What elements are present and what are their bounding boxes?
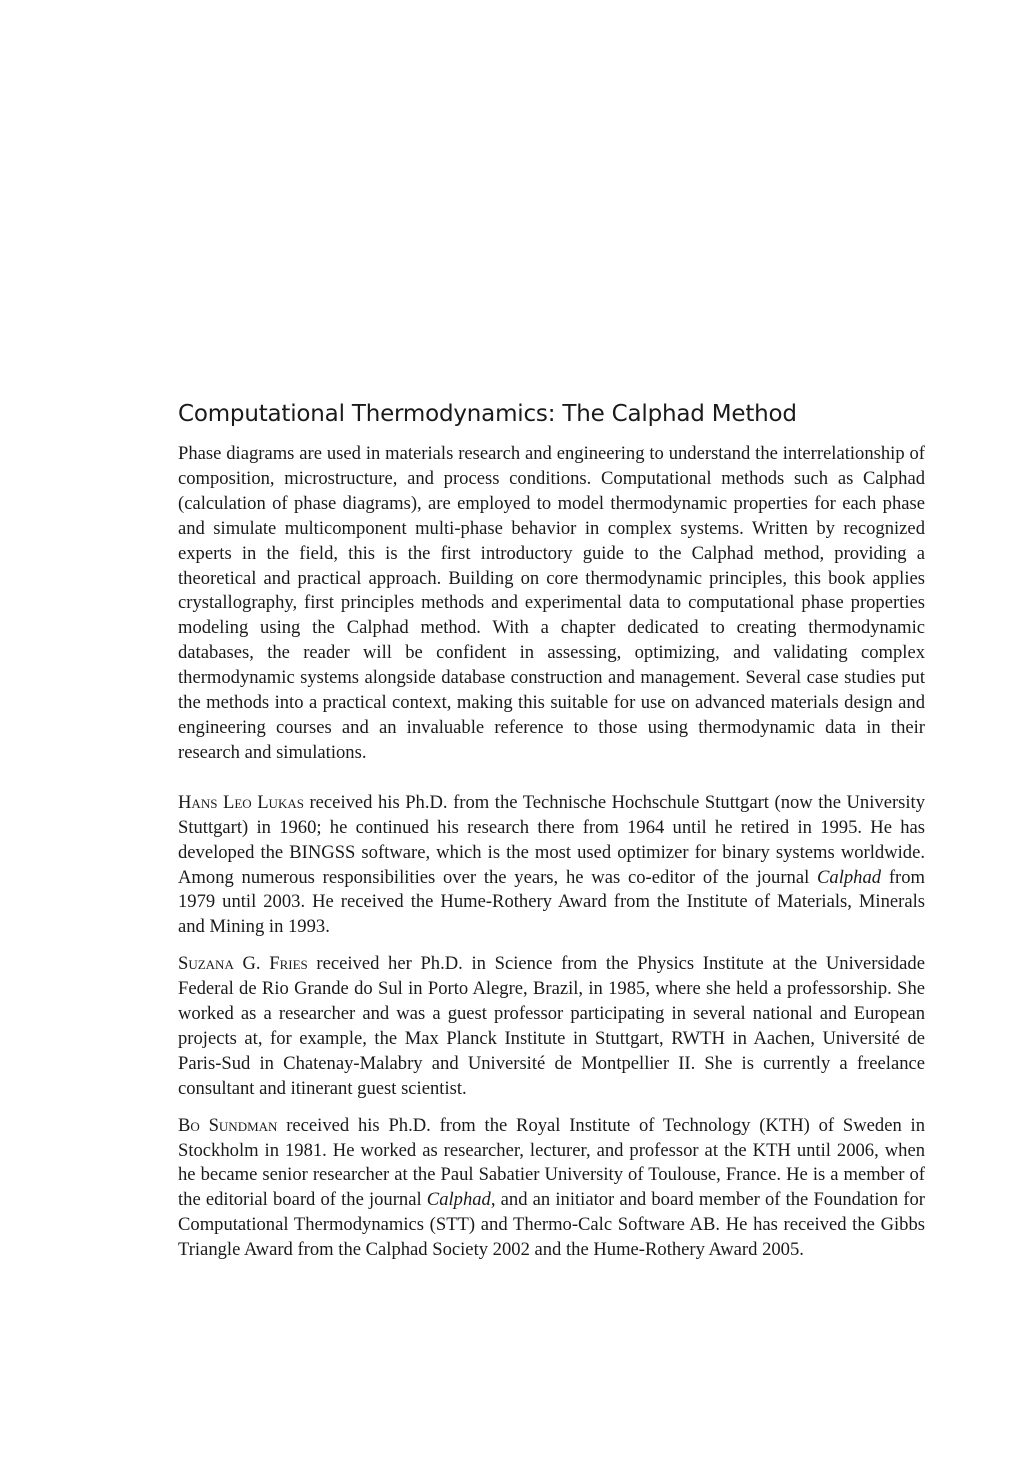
author-bio-sundman	[178, 1114, 925, 1263]
book-page	[178, 398, 925, 1275]
author-bio-text: received his Ph.D. from the Technische Hochschule Stuttgart (now the University Stuttgart) in 1960; he continued his research there from 1964 until he retired in 1995. He has developed the BINGSS software, which is the most used optimizer for binary systems worldwide. Among numerous responsibilities over the years, he was co-editor of the journal	[178, 791, 925, 888]
author-bio-text: , and an initiator and board member of the Foundation for Computational Thermodynamics (STT) and Thermo-Calc Software AB. He has received the Gibbs Triangle Award from the Calphad Society 2002 and the Hume-Rothery Award 2005.	[178, 1189, 925, 1261]
book-title: Computational Thermodynamics: The Calphad Method	[178, 401, 797, 427]
author-bio-text: received her Ph.D. in Science from the Physics Institute at the Universidade Federal de Rio Grande do Sul in Porto Alegre, Brazil, in 1985, where she held a professorship. She worked as a researcher and was a guest professor participating in several national and European projects at, for example, the Max Planck Institute in Stuttgart, RWTH in Aachen, Université de Paris-Sud in Chatenay-Malabry and Université de Montpellier II. She is currently a freelance consultant and itinerant guest scientist.	[178, 953, 925, 1099]
journal-name: Calphad	[426, 1189, 491, 1211]
author-name: Bo Sundman	[178, 1114, 278, 1136]
journal-name: Calphad	[817, 866, 882, 888]
author-bio-text: received his Ph.D. from the Royal Institute of Technology (KTH) of Sweden in Stockholm in 1981. He worked as researcher, lecturer, and professor at the KTH until 2006, when he became senior researcher at the Paul Sabatier University of Toulouse, France. He is a member of the editorial board of the journal	[178, 1114, 925, 1211]
book-description: Phase diagrams are used in materials research and engineering to understand the interrelationship of composition, microstructure, and process conditions. Computational methods such as Calphad (calculation of phase diagrams), are employed to model thermodynamic properties for each phase and simulate multicomponent multi-phase behavior in complex systems. Written by recognized experts in the field, this is the first introductory guide to the Calphad method, providing a theoretical and practical approach. Building on core thermodynamic principles, this book applies crystallography, first principles methods and experimental data to computational phase properties modeling using the Calphad method. With a chapter dedicated to creating thermodynamic databases, the reader will be confident in assessing, optimizing, and validating complex thermodynamic systems alongside database construction and management. Several case studies put the methods into a practical context, making this suitable for use on advanced materials design and engineering courses and an invaluable reference to those using thermodynamic data in their research and simulations.	[178, 443, 925, 763]
author-name: Hans Leo Lukas	[178, 791, 304, 813]
author-bio-text: from 1979 until 2003. He received the Hume-Rothery Award from the Institute of Materials, Minerals and Mining in 1993.	[178, 866, 925, 938]
author-name: Suzana G. Fries	[178, 953, 308, 975]
author-bio-lukas	[178, 791, 925, 940]
author-bio-fries	[178, 952, 925, 1101]
